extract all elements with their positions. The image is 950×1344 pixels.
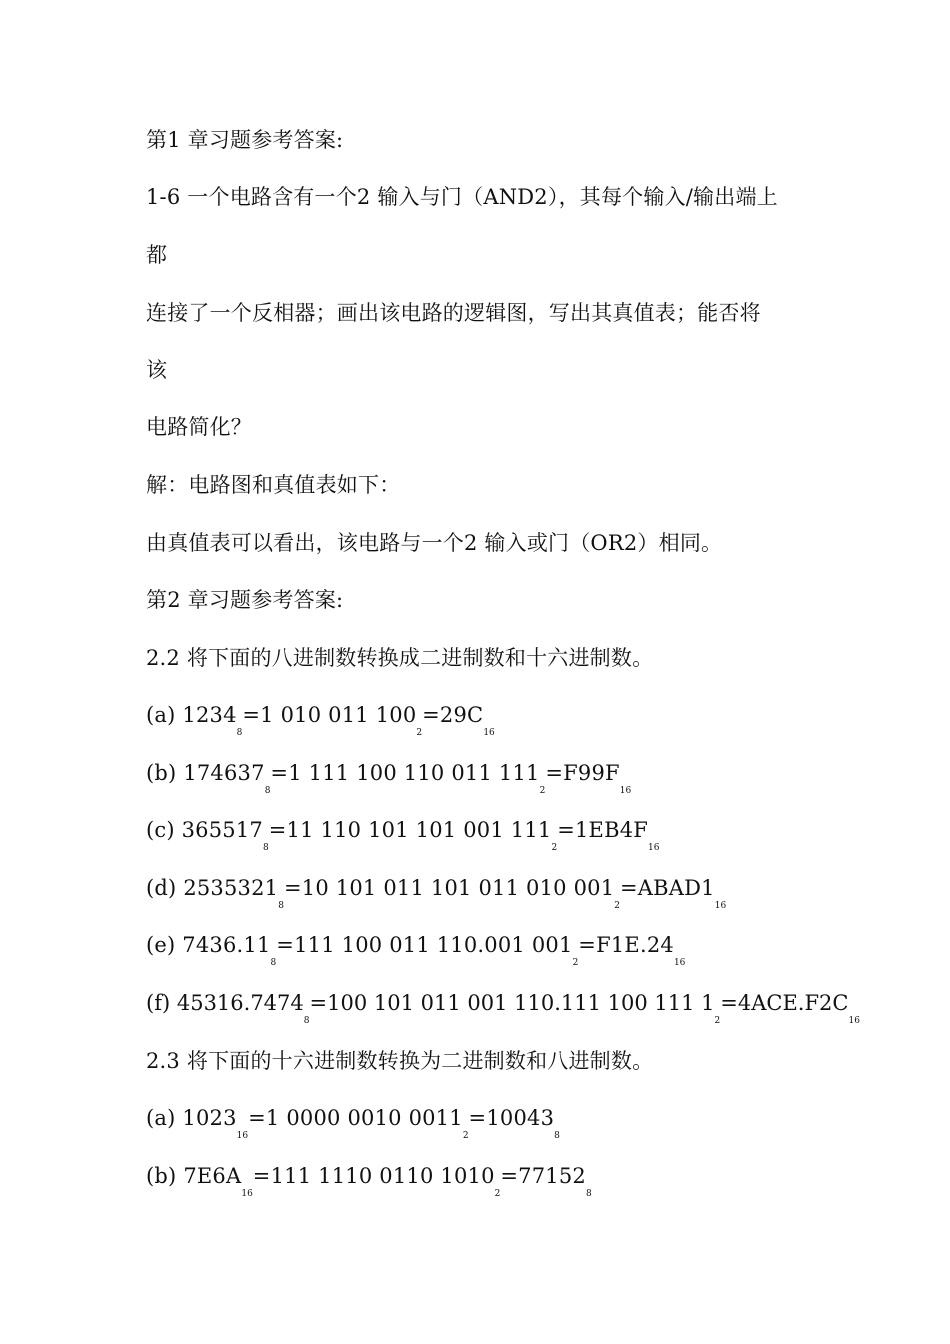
binary-value: =111 100 011 110.001 001 — [276, 933, 573, 957]
item-label: (f) — [146, 991, 177, 1015]
base-subscript: 16 — [714, 901, 727, 911]
base-subscript: 8 — [270, 958, 277, 968]
octal-value: =77152 — [500, 1164, 586, 1188]
octal-number: 365517 — [181, 818, 263, 842]
binary-value: =10 101 011 101 011 010 001 — [283, 876, 615, 900]
item-label: (b) — [146, 761, 184, 785]
base-subscript: 2 — [539, 786, 546, 796]
conversion-row — [146, 1163, 592, 1199]
conversion-row — [146, 932, 686, 968]
octal-number: 174637 — [183, 761, 265, 785]
question-2-2: 2.2 将下面的八进制数转换成二进制数和十六进制数。 — [146, 646, 654, 670]
hex-value: =1EB4F — [557, 818, 649, 842]
octal-number: 2535321 — [183, 876, 279, 900]
octal-number: 1234 — [182, 703, 237, 727]
binary-value: =1 0000 0010 0011 — [248, 1106, 463, 1130]
octal-number: 45316.7474 — [176, 991, 304, 1015]
binary-value: =111 1110 0110 1010 — [252, 1164, 495, 1188]
binary-value: =1 010 011 100 — [242, 703, 417, 727]
base-subscript: 8 — [554, 1131, 560, 1141]
conversion-row — [146, 1105, 560, 1141]
hex-value: =4ACE.F2C — [720, 991, 849, 1015]
octal-value: =10043 — [468, 1106, 555, 1130]
binary-value: =11 110 101 101 001 111 — [268, 818, 552, 842]
question-1-6-line1: 1-6 一个电路含有一个2 输入与门（AND2），其每个输入/输出端上 — [146, 185, 778, 209]
item-label: (b) — [146, 1164, 184, 1188]
base-subscript: 8 — [236, 728, 243, 738]
base-subscript: 16 — [483, 728, 495, 738]
conversion-row — [146, 760, 632, 796]
base-subscript: 2 — [714, 1016, 721, 1026]
base-subscript: 2 — [572, 958, 579, 968]
item-label: (a) — [146, 1106, 183, 1130]
question-1-6-line4: 该 — [146, 358, 168, 382]
item-label: (e) — [146, 933, 183, 957]
item-label: (d) — [146, 876, 184, 900]
base-subscript: 16 — [673, 958, 686, 968]
conversion-row — [146, 702, 495, 738]
base-subscript: 2 — [416, 728, 423, 738]
base-subscript: 16 — [619, 786, 632, 796]
question-1-6-line2: 都 — [146, 243, 168, 267]
hex-value: =F1E.24 — [578, 933, 674, 957]
binary-value: =100 101 011 001 110.111 100 111 1 — [309, 991, 715, 1015]
conversion-row — [146, 990, 860, 1026]
chapter1-heading: 第1 章习题参考答案: — [146, 128, 344, 152]
octal-number: 7436.11 — [182, 933, 271, 957]
base-subscript: 16 — [648, 843, 660, 853]
hex-number: 7E6A — [183, 1164, 242, 1188]
binary-value: =1 111 100 110 011 111 — [270, 761, 540, 785]
base-subscript: 8 — [263, 843, 269, 853]
conversion-row — [146, 875, 727, 911]
base-subscript: 8 — [264, 786, 271, 796]
question-2-3: 2.3 将下面的十六进制数转换为二进制数和八进制数。 — [146, 1049, 654, 1073]
question-1-6-line3: 连接了一个反相器；画出该电路的逻辑图，写出其真值表；能否将 — [146, 301, 761, 325]
base-subscript: 16 — [241, 1189, 253, 1199]
base-subscript: 2 — [614, 901, 620, 911]
hex-value: =ABAD1 — [619, 876, 715, 900]
base-subscript: 8 — [585, 1189, 592, 1199]
base-subscript: 8 — [278, 901, 284, 911]
base-subscript: 8 — [303, 1016, 310, 1026]
answer-conclusion: 由真值表可以看出，该电路与一个2 输入或门（OR2）相同。 — [146, 531, 723, 555]
base-subscript: 2 — [551, 843, 558, 853]
item-label: (c) — [146, 818, 182, 842]
base-subscript: 2 — [494, 1189, 501, 1199]
answer-intro: 解：电路图和真值表如下： — [146, 473, 401, 497]
conversion-row — [146, 817, 660, 853]
base-subscript: 16 — [236, 1131, 249, 1141]
hex-number: 1023 — [182, 1106, 237, 1130]
chapter2-heading: 第2 章习题参考答案: — [146, 588, 344, 612]
hex-value: =F99F — [545, 761, 620, 785]
question-1-6-line5: 电路简化？ — [146, 415, 252, 439]
item-label: (a) — [146, 703, 183, 727]
base-subscript: 2 — [462, 1131, 469, 1141]
base-subscript: 16 — [848, 1016, 860, 1026]
hex-value: =29C — [422, 703, 484, 727]
